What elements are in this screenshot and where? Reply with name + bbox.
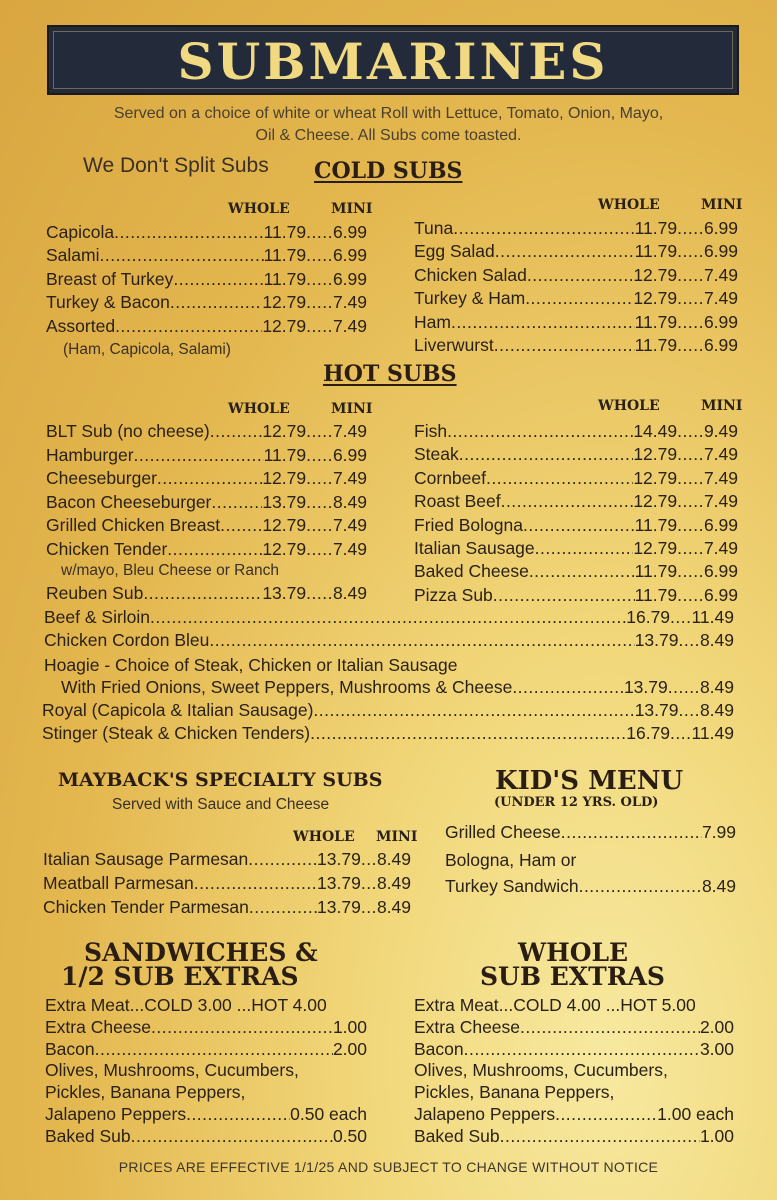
hot-sub-item <box>46 583 367 605</box>
item-price-mini: 8.49 <box>376 873 411 893</box>
cold-sub-item <box>414 288 738 310</box>
extra-item <box>414 1126 734 1148</box>
item-price-whole: 12.79 <box>262 315 307 336</box>
title-banner <box>47 25 739 95</box>
item-name: Turkey Sandwich <box>445 876 579 896</box>
item-name: Grilled Cheese <box>445 822 561 842</box>
hot-sub-item <box>46 445 367 467</box>
whole-extra-meat: Extra Meat...COLD 4.00 ...HOT 5.00 <box>414 995 696 1015</box>
price-separator: ...... <box>667 677 700 697</box>
leader-dots <box>194 873 317 894</box>
item-price-mini: 7.49 <box>332 468 367 489</box>
item-name: Steak <box>414 444 459 465</box>
item-name: Baked Sub <box>45 1126 131 1146</box>
kids-heading: KID'S MENU <box>495 766 684 796</box>
leader-dots <box>535 538 634 559</box>
item-price: 8.49 <box>701 876 736 896</box>
price-separator: ..... <box>306 583 333 603</box>
extra-item <box>45 1039 367 1061</box>
price-separator: ..... <box>677 241 704 262</box>
item-price-whole: 12.79 <box>633 288 678 309</box>
price-separator: ... <box>360 897 377 917</box>
item-name: Extra Cheese <box>45 1017 152 1037</box>
item-price-whole: 11.79 <box>634 561 678 582</box>
price-separator: .... <box>678 700 700 720</box>
item-price: 7.99 <box>701 822 736 842</box>
price-separator: ..... <box>677 561 704 582</box>
half-extra-meat: Extra Meat...COLD 3.00 ...HOT 4.00 <box>45 995 327 1015</box>
kids-item <box>445 822 736 844</box>
hot-sub-item <box>414 538 738 560</box>
leader-dots <box>249 897 317 918</box>
item-price-whole: 13.79 <box>634 700 679 720</box>
whole-veg-line: Olives, Mushrooms, Cucumbers, <box>414 1060 668 1080</box>
item-price-mini: 7.49 <box>703 467 738 488</box>
half-extras-heading-line: 1/2 SUB EXTRAS <box>61 962 299 991</box>
item-price-mini: 6.99 <box>332 245 367 266</box>
item-price-mini: 6.99 <box>703 241 738 262</box>
hot-sub-item <box>46 468 367 490</box>
item-price-whole: 11.79 <box>634 584 678 605</box>
item-price-mini: 7.49 <box>332 539 367 559</box>
price-separator: ... <box>360 873 377 893</box>
item-name: Cornbeef <box>414 467 486 488</box>
item-name: Fried Bologna <box>414 514 523 535</box>
item-name: Grilled Chicken Breast <box>46 515 221 536</box>
hot-sub-item <box>61 677 734 699</box>
extra-item <box>414 1017 734 1039</box>
intro-line: Served on a choice of white or wheat Roll with Lettuce, Tomato, Onion, Mayo, <box>113 105 664 122</box>
cold-sub-item <box>414 241 738 263</box>
col-header-mini: MINI <box>331 401 373 417</box>
item-name: Reuben Sub <box>46 583 144 603</box>
item-price-whole: 13.79 <box>262 583 307 603</box>
item-price-mini: 7.49 <box>703 491 738 512</box>
hot-sub-item <box>46 421 367 443</box>
leader-dots <box>100 245 264 266</box>
item-name: Baked Cheese <box>414 561 529 582</box>
leader-dots <box>209 630 634 651</box>
item-name: Bacon <box>45 1039 95 1059</box>
extra-item <box>45 1104 367 1126</box>
price-separator: .... <box>678 630 700 650</box>
hot-sub-item <box>414 585 738 607</box>
hot-sub-item <box>414 421 738 443</box>
item-price-mini: 6.99 <box>332 268 367 289</box>
item-price-mini: 8.49 <box>699 630 734 650</box>
item-name: Chicken Tender Parmesan <box>43 897 249 917</box>
item-price-whole: 11.79 <box>634 311 678 332</box>
item-name: Meatball Parmesan <box>43 873 194 893</box>
item-price-whole: 12.79 <box>633 538 678 558</box>
item-price-mini: 7.49 <box>703 538 738 558</box>
price-separator: ..... <box>306 245 333 266</box>
hot-sub-item <box>414 561 738 583</box>
item-price-whole: 11.79 <box>263 222 307 242</box>
item-price-mini: 8.49 <box>332 491 367 512</box>
leader-dots <box>495 241 635 262</box>
item-name: Roast Beef <box>414 491 501 512</box>
leader-dots <box>151 1017 333 1038</box>
item-name: Fish <box>414 421 448 441</box>
price-separator: ..... <box>306 222 333 242</box>
hot-sub-item <box>44 607 734 629</box>
hot-sub-item <box>42 700 734 722</box>
item-price-mini: 7.49 <box>332 315 367 336</box>
col-header-mini: MINI <box>376 829 418 845</box>
hot-sub-item <box>46 492 367 514</box>
item-price-mini: 8.49 <box>376 849 411 869</box>
item-price-whole: 12.79 <box>633 264 678 285</box>
specialty-item <box>43 849 411 871</box>
cold-sub-item <box>414 312 738 334</box>
item-price-whole: 11.79 <box>263 444 307 465</box>
item-price-whole: 13.79 <box>317 873 361 893</box>
item-price-mini: 6.99 <box>703 514 738 535</box>
price-separator: ..... <box>677 444 704 465</box>
item-price-mini: 7.49 <box>703 444 738 465</box>
item-price-whole: 12.79 <box>633 491 678 512</box>
price-separator: ..... <box>677 584 704 605</box>
item-name: Jalapeno Peppers <box>414 1104 556 1124</box>
leader-dots <box>210 421 263 442</box>
col-header-whole: WHOLE <box>228 401 290 417</box>
half-extras-heading <box>61 964 299 989</box>
item-price-whole: 11.79 <box>263 268 307 289</box>
item-name: Turkey & Ham <box>414 288 526 309</box>
item-price-mini: 7.49 <box>703 288 738 309</box>
price-separator: ..... <box>306 292 333 313</box>
intro-text <box>0 103 777 147</box>
leader-dots <box>555 1104 657 1125</box>
price-separator: ..... <box>306 444 333 465</box>
half-veg-line: Olives, Mushrooms, Cucumbers, <box>45 1060 299 1080</box>
item-price: 1.00 each <box>657 1104 734 1124</box>
leader-dots <box>131 1126 333 1147</box>
item-price-mini: 6.99 <box>703 561 738 582</box>
specialty-heading: MAYBACK'S SPECIALTY SUBS <box>58 769 383 791</box>
cold-sub-item <box>414 335 738 357</box>
kids-item-line: Bologna, Ham or <box>445 850 577 870</box>
leader-dots <box>310 723 626 744</box>
leader-dots <box>494 335 635 356</box>
item-price-mini: 7.49 <box>703 264 738 285</box>
leader-dots <box>143 583 262 604</box>
leader-dots <box>525 288 633 309</box>
item-price-whole: 11.79 <box>634 241 678 262</box>
extra-item <box>45 1017 367 1039</box>
item-price-mini: 6.99 <box>703 311 738 332</box>
item-price-whole: 12.79 <box>633 444 678 465</box>
price-separator: ..... <box>677 491 704 512</box>
item-name: Baked Sub <box>414 1126 500 1146</box>
item-price-whole: 12.79 <box>262 539 307 559</box>
leader-dots <box>453 218 634 239</box>
leader-dots <box>527 265 633 286</box>
cold-sub-item <box>46 292 367 314</box>
item-name: Liverwurst <box>414 335 494 355</box>
item-price-whole: 12.79 <box>262 292 307 313</box>
price-separator: .... <box>670 723 692 743</box>
leader-dots <box>95 1039 333 1060</box>
item-price-whole: 12.79 <box>633 467 678 488</box>
chicken-tender-note: w/mayo, Bleu Cheese or Ranch <box>61 562 279 579</box>
leader-dots <box>501 491 634 512</box>
item-name: Beef & Sirloin <box>44 607 151 627</box>
item-price-whole: 12.79 <box>262 468 307 489</box>
price-separator: ... <box>360 849 377 869</box>
item-name: Cheeseburger <box>46 468 157 489</box>
whole-extras-heading-line: WHOLE <box>518 938 629 967</box>
half-extras-heading-line: SANDWICHES & <box>84 938 318 967</box>
whole-extras-heading <box>480 964 665 989</box>
cold-subs-heading: COLD SUBS <box>314 158 463 184</box>
item-name: Pizza Sub <box>414 584 493 605</box>
item-name: Egg Salad <box>414 241 495 262</box>
price-separator: ..... <box>306 468 333 489</box>
cold-sub-item <box>414 265 738 287</box>
item-name: Salami <box>46 245 100 266</box>
hot-sub-item <box>42 723 734 745</box>
item-price-mini: 7.49 <box>332 515 367 536</box>
price-separator: ..... <box>677 467 704 488</box>
item-price-whole: 13.79 <box>262 491 307 512</box>
leader-dots <box>220 515 262 536</box>
item-price-whole: 11.79 <box>634 218 678 238</box>
hot-sub-item <box>46 515 367 537</box>
item-price-mini: 8.49 <box>376 897 411 917</box>
price-separator: ..... <box>677 514 704 535</box>
item-price: 0.50 each <box>290 1104 367 1124</box>
specialty-subheading: Served with Sauce and Cheese <box>112 796 330 813</box>
price-separator: ..... <box>306 539 333 559</box>
item-price-whole: 13.79 <box>623 677 668 697</box>
price-separator: ..... <box>306 491 333 512</box>
col-header-whole: WHOLE <box>228 201 290 217</box>
item-price-whole: 12.79 <box>262 515 307 536</box>
whole-extras-heading-line: SUB EXTRAS <box>480 962 665 991</box>
item-name: Hamburger <box>46 444 134 465</box>
extra-item <box>414 1039 734 1061</box>
item-name: Bacon Cheeseburger <box>46 491 212 512</box>
item-price: 2.00 <box>332 1039 367 1059</box>
whole-veg-line: Pickles, Banana Peppers, <box>414 1082 615 1102</box>
item-name: Chicken Tender <box>46 539 168 559</box>
extra-item <box>45 1126 367 1148</box>
hot-subs-heading: HOT SUBS <box>323 361 457 387</box>
item-name: Assorted <box>46 315 116 336</box>
hot-sub-item <box>414 468 738 490</box>
price-separator: ..... <box>677 311 704 332</box>
leader-dots <box>167 539 262 560</box>
col-header-mini: MINI <box>701 197 743 213</box>
item-price-mini: 8.49 <box>699 700 734 720</box>
leader-dots <box>114 222 264 243</box>
leader-dots <box>173 269 263 290</box>
leader-dots <box>579 876 702 897</box>
item-price-whole: 13.79 <box>317 849 361 869</box>
col-header-whole: WHOLE <box>598 398 660 414</box>
specialty-item <box>43 873 411 895</box>
price-footer: PRICES ARE EFFECTIVE 1/1/25 AND SUBJECT TO CHANGE WITHOUT NOTICE <box>118 1159 659 1175</box>
item-name: Turkey & Bacon <box>46 292 170 313</box>
item-price-mini: 6.99 <box>703 584 738 605</box>
item-price-mini: 11.49 <box>691 607 734 627</box>
cold-sub-item <box>46 269 367 291</box>
price-separator: ..... <box>306 315 333 336</box>
leader-dots <box>313 700 634 721</box>
item-name: Capicola <box>46 222 115 242</box>
cold-sub-item <box>46 316 367 338</box>
item-name: Jalapeno Peppers <box>45 1104 187 1124</box>
item-price: 0.50 <box>332 1126 367 1146</box>
hot-sub-item <box>414 444 738 466</box>
cold-sub-item <box>46 222 367 244</box>
price-separator: ..... <box>677 218 704 238</box>
price-separator: ..... <box>677 335 704 355</box>
leader-dots <box>500 1126 700 1147</box>
extra-item <box>414 1104 734 1126</box>
leader-dots <box>529 561 635 582</box>
leader-dots <box>134 445 264 466</box>
price-separator: ..... <box>677 264 704 285</box>
item-price-mini: 8.49 <box>332 583 367 603</box>
price-separator: ..... <box>677 288 704 309</box>
leader-dots <box>447 421 633 442</box>
leader-dots <box>459 444 634 465</box>
leader-dots <box>486 468 633 489</box>
col-header-whole: WHOLE <box>293 829 355 845</box>
item-price-mini: 7.49 <box>332 292 367 313</box>
hot-sub-item <box>414 515 738 537</box>
item-price-whole: 13.79 <box>317 897 361 917</box>
kids-subheading: (UNDER 12 YRS. OLD) <box>494 795 659 810</box>
item-price-mini: 6.99 <box>703 218 738 238</box>
item-price-whole: 11.79 <box>634 514 678 535</box>
item-price-mini: 9.49 <box>703 421 738 441</box>
item-price-whole: 12.79 <box>262 421 307 441</box>
item-name: Chicken Cordon Bleu <box>44 630 210 650</box>
item-price-mini: 8.49 <box>699 677 734 697</box>
leader-dots <box>157 468 262 489</box>
item-price-mini: 11.49 <box>691 723 734 743</box>
leader-dots <box>561 822 702 843</box>
item-price-whole: 11.79 <box>263 245 307 266</box>
leader-dots <box>512 677 624 698</box>
item-name: Ham <box>414 311 451 332</box>
hot-sub-item <box>414 491 738 513</box>
col-header-mini: MINI <box>701 398 743 414</box>
leader-dots <box>451 312 635 333</box>
cold-sub-item <box>46 245 367 267</box>
item-name: Royal (Capicola & Italian Sausage) <box>42 700 314 720</box>
item-price-mini: 6.99 <box>703 335 738 355</box>
col-header-mini: MINI <box>331 201 373 217</box>
item-price-whole: 16.79 <box>626 607 671 627</box>
leader-dots <box>464 1039 700 1060</box>
item-price-whole: 11.79 <box>634 335 678 355</box>
assorted-note: (Ham, Capicola, Salami) <box>63 341 231 358</box>
specialty-item <box>43 897 411 919</box>
item-price: 2.00 <box>699 1017 734 1037</box>
item-name: Italian Sausage <box>414 538 535 558</box>
leader-dots <box>186 1104 290 1125</box>
item-name: BLT Sub (no cheese) <box>46 421 210 441</box>
item-name: With Fried Onions, Sweet Peppers, Mushrooms & Cheese <box>61 677 513 697</box>
cold-sub-item <box>414 218 738 240</box>
item-price-mini: 6.99 <box>332 222 367 242</box>
item-price-mini: 7.49 <box>332 421 367 441</box>
item-price: 3.00 <box>699 1039 734 1059</box>
no-split-notice: We Don't Split Subs <box>83 154 269 177</box>
price-separator: ..... <box>306 515 333 536</box>
item-name: Italian Sausage Parmesan <box>43 849 249 869</box>
item-price-whole: 16.79 <box>626 723 671 743</box>
item-price: 1.00 <box>332 1017 367 1037</box>
leader-dots <box>520 1017 700 1038</box>
leader-dots <box>115 316 262 337</box>
intro-line: Oil & Cheese. All Subs come toasted. <box>255 127 522 144</box>
item-price: 1.00 <box>699 1126 734 1146</box>
leader-dots <box>493 585 635 606</box>
leader-dots <box>150 607 626 628</box>
item-price-mini: 6.99 <box>332 444 367 465</box>
hoagie-line: Hoagie - Choice of Steak, Chicken or Italian Sausage <box>44 655 458 675</box>
price-separator: ..... <box>306 268 333 289</box>
item-price-whole: 13.79 <box>634 630 679 650</box>
item-name: Chicken Salad <box>414 264 527 285</box>
item-name: Bacon <box>414 1039 464 1059</box>
price-separator: .... <box>670 607 692 627</box>
item-name: Extra Cheese <box>414 1017 521 1037</box>
half-veg-line: Pickles, Banana Peppers, <box>45 1082 246 1102</box>
price-separator: ..... <box>677 421 704 441</box>
item-name: Tuna <box>414 218 454 238</box>
leader-dots <box>170 292 262 313</box>
page-title: SUBMARINES <box>177 31 609 91</box>
leader-dots <box>211 492 262 513</box>
item-price-whole: 14.49 <box>633 421 678 441</box>
leader-dots <box>248 849 317 870</box>
hot-sub-item <box>44 630 734 652</box>
price-separator: ..... <box>306 421 333 441</box>
item-name: Breast of Turkey <box>46 268 174 289</box>
hot-sub-item <box>46 539 367 561</box>
col-header-whole: WHOLE <box>598 197 660 213</box>
price-separator: ..... <box>677 538 704 558</box>
leader-dots <box>523 515 635 536</box>
kids-item <box>445 876 736 898</box>
item-name: Stinger (Steak & Chicken Tenders) <box>42 723 311 743</box>
